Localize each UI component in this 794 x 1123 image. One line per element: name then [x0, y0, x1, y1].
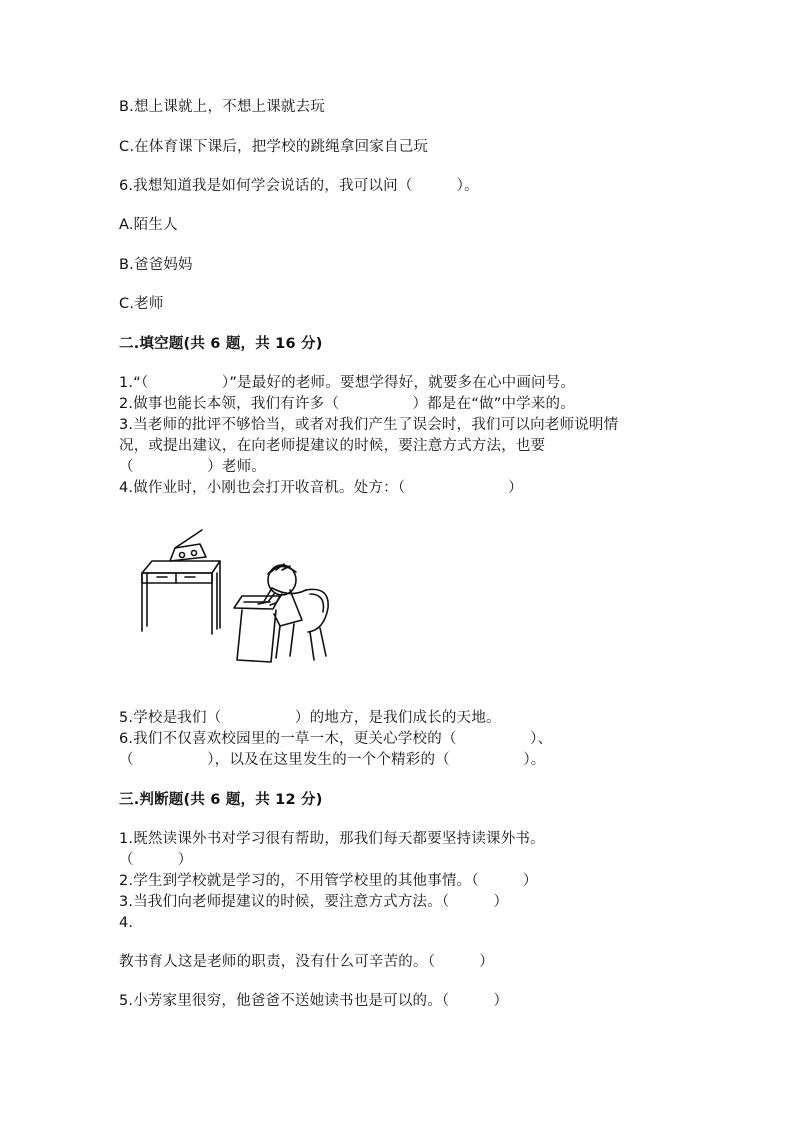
option-b-text: B.想上课就上，不想上课就去玩: [119, 99, 326, 115]
judge-question-1-line-2: （ ）: [119, 852, 193, 868]
question-6-option-b: B.爸爸妈妈: [119, 257, 193, 273]
section-2-heading: 二.填空题(共 6 题，共 16 分): [119, 336, 323, 352]
judge-question-3: 3.当我们向老师提建议的时候，要注意方式方法。（ ）: [119, 894, 509, 910]
judge-question-4-number: 4.: [119, 915, 134, 931]
fill-question-6-line-1: 6.我们不仅喜欢校园里的一草一木，更关心学校的（ ）、: [119, 731, 553, 747]
fill-question-4: 4.做作业时，小刚也会打开收音机。处方：（ ）: [119, 480, 523, 496]
fill-question-2: 2.做事也能长本领，我们有许多（ ）都是在“做”中学来的。: [119, 396, 575, 412]
section-3-heading: 三.判断题(共 6 题，共 12 分): [119, 792, 323, 808]
judge-question-2: 2.学生到学校就是学习的，不用管学校里的其他事情。（ ）: [119, 873, 538, 889]
homework-radio-illustration: [130, 528, 340, 668]
fill-question-1: 1.“（ ）”是最好的老师。要想学得好，就要多在心中画问号。: [119, 375, 576, 391]
question-6-text: 6.我想知道我是如何学会说话的，我可以问（ ）。: [119, 178, 479, 194]
option-c-text: C.在体育课下课后，把学校的跳绳拿回家自己玩: [119, 139, 429, 155]
judge-question-1-line-1: 1.既然读课外书对学习很有帮助，那我们每天都要坚持读课外书。: [119, 831, 545, 847]
judge-question-4-text: 教书育人这是老师的职责，没有什么可辛苦的。（ ）: [119, 954, 494, 970]
fill-question-3-line-3: （ ）老师。: [119, 459, 266, 475]
fill-question-3-line-1: 3.当老师的批评不够恰当，或者对我们产生了误会时，我们可以向老师说明情: [119, 417, 619, 433]
fill-question-3-line-2: 况，或提出建议，在向老师提建议的时候，要注意方式方法，也要: [119, 438, 546, 454]
judge-question-5: 5.小芳家里很穷，他爸爸不送她读书也是可以的。（ ）: [119, 993, 509, 1009]
fill-question-5: 5.学校是我们（ ）的地方，是我们成长的天地。: [119, 710, 501, 726]
question-6-option-c: C.老师: [119, 296, 164, 312]
question-6-option-a: A.陌生人: [119, 217, 178, 233]
fill-question-6-line-2: （ ），以及在这里发生的一个个精彩的（ ）。: [119, 752, 546, 768]
